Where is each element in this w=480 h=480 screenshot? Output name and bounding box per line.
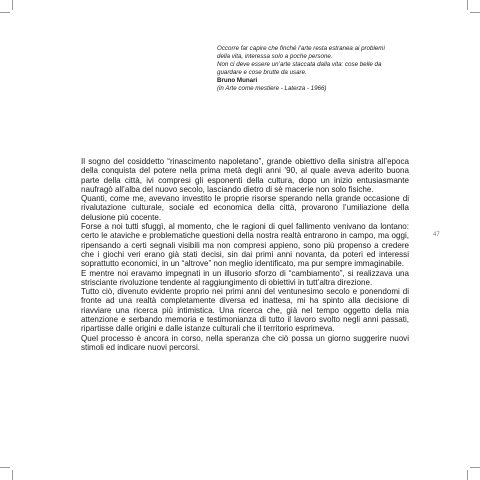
crop-mark bbox=[467, 470, 468, 480]
crop-mark bbox=[0, 467, 10, 468]
crop-mark bbox=[12, 470, 13, 480]
body-paragraph: Quanti, come me, avevano investito le proprie risorse sperando nella grande occasione di rivalutazione culturale, sociale ed economica della città, provarono l’umiliazione della delusione più cocente. bbox=[81, 194, 409, 222]
body-paragraph: E mentre noi eravamo impegnati in un illusorio sforzo di “cambiamento”, si realizzava una strisciante rivoluzione tendente al raggiungimento di obiettivi in tutt’altra direzione. bbox=[81, 268, 409, 287]
crop-mark bbox=[0, 12, 10, 13]
epigraph-author: Bruno Munari bbox=[217, 76, 258, 84]
body-text bbox=[81, 157, 409, 352]
crop-mark bbox=[470, 467, 480, 468]
epigraph-quote: Occorre far capire che finché l’arte resta estranea ai problemi della vita, interessa solo a poche persone. Non ci deve essere un’arte staccata dalla vita: cose belle da guardare e cose brutte da usare. bbox=[217, 45, 385, 76]
epigraph-source: (in Arte come mestiere - Laterza - 1966) bbox=[217, 84, 327, 92]
body-paragraph: Forse a noi tutti sfuggì, al momento, che le ragioni di quel fallimento venivano da lontano: certo le ataviche e problematiche questioni della nostra realtà entrarono in campo, ma oggi, ripensando a certi segnali visibili ma non compresi appieno, sono più propenso a credere che i giochi veri erano già stati decisi, sin dai primi anni novanta, da poteri ed interessi soprattutto economici, in un “altrove” non meglio identificato, ma pur sempre immaginabile. bbox=[81, 222, 409, 269]
crop-mark bbox=[470, 12, 480, 13]
body-paragraph: Il sogno del cosiddetto “rinascimento napoletano”, grande obiettivo della sinistra all’epoca della conquista del potere nella prima metà degli anni ’90, al quale aveva aderito buona parte della città, ivi compresi gli esponenti della cultura, dopo un inizio entusiasmante naufragò all’alba del nuovo secolo, lasciando dietro di sè macerie non solo fisiche. bbox=[81, 157, 409, 194]
crop-mark bbox=[12, 0, 13, 10]
page-number: 47 bbox=[433, 232, 440, 238]
body-paragraph: Quel processo è ancora in corso, nella speranza che ciò possa un giorno suggerire nuovi stimoli ed indicare nuovi percorsi. bbox=[81, 333, 409, 352]
crop-mark bbox=[467, 0, 468, 10]
body-paragraph: Tutto ciò, divenuto evidente proprio nei primi anni del ventunesimo secolo e ponendomi di fronte ad una realtà completamente diversa ed inattesa, mi ha spinto alla decisione di riavviare una ricerca più intimistica. Una ricerca che, già nel tempo oggetto della mia attenzione e serbando memoria e testimonianza di tutto il lavoro svolto negli anni passati, ripartisse dalle origini e dalle istanze culturali che il territorio esprimeva. bbox=[81, 287, 409, 334]
epigraph bbox=[217, 45, 422, 92]
